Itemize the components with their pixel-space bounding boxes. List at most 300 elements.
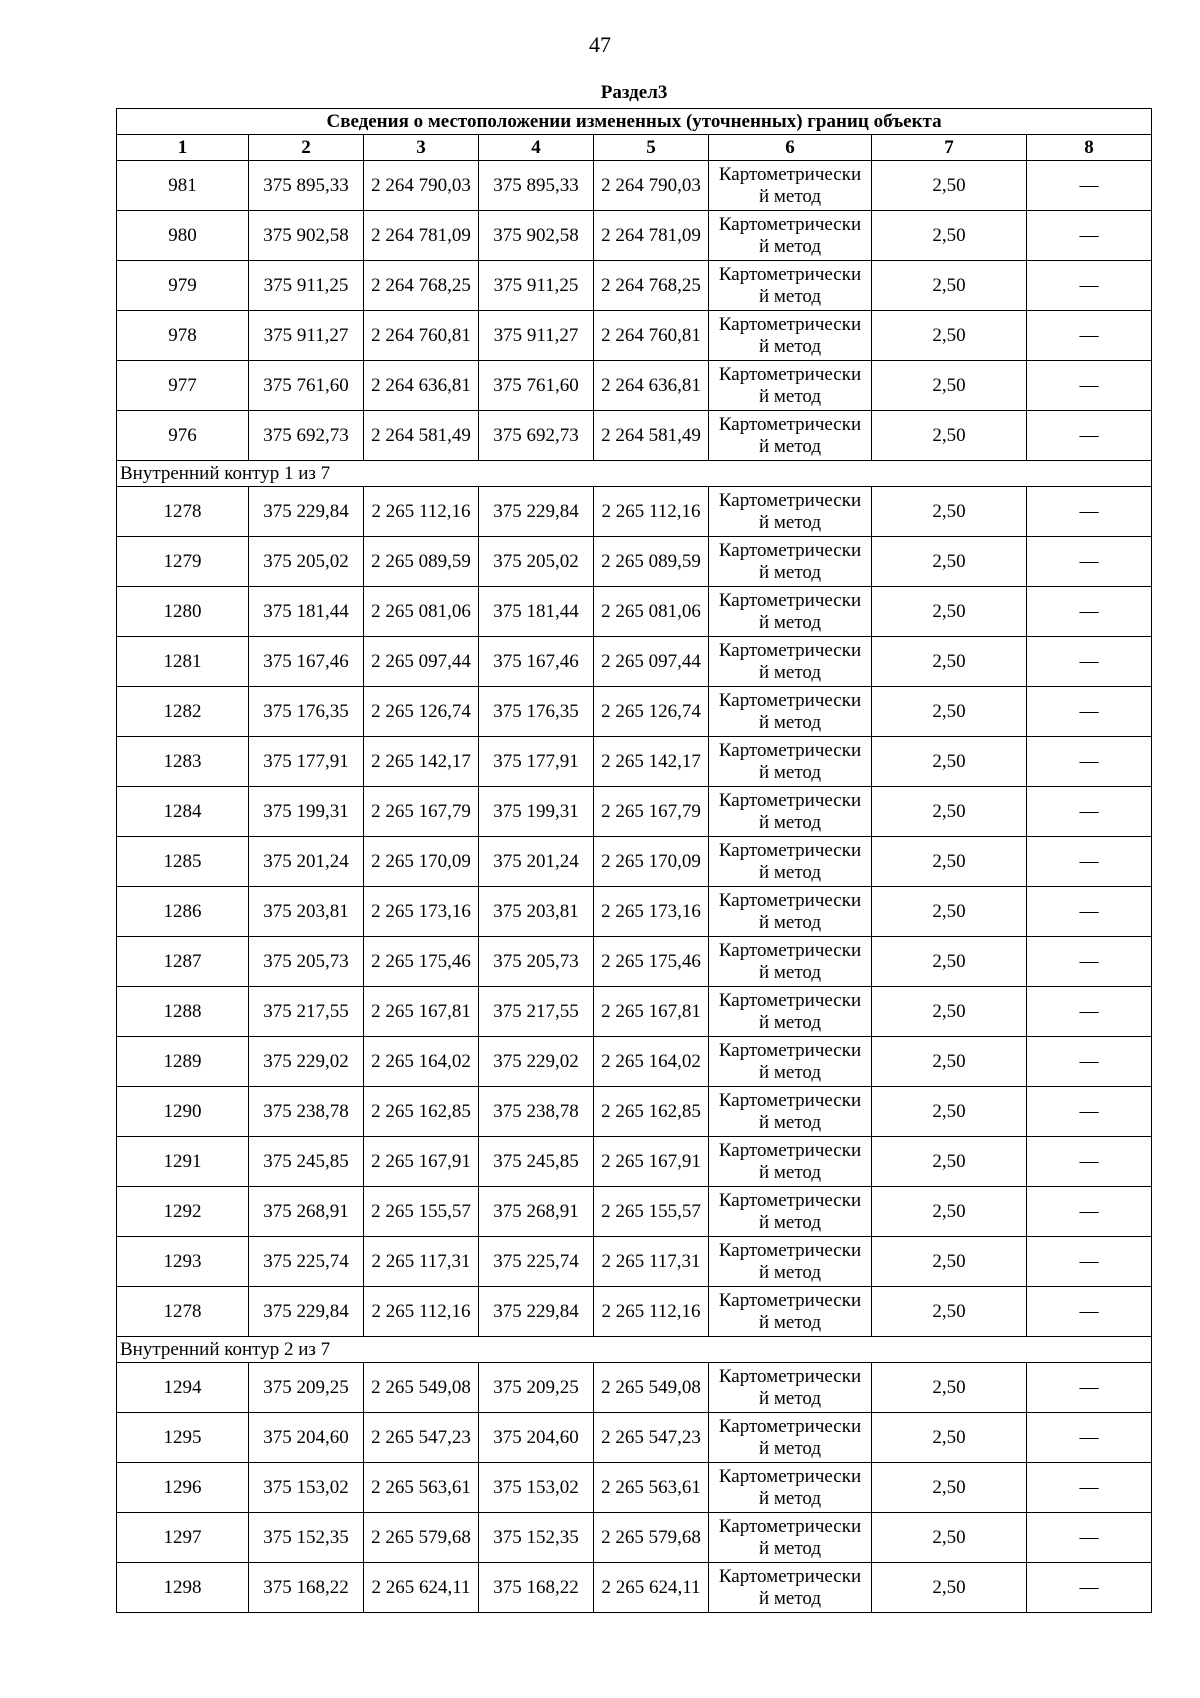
method-cell [709, 887, 872, 937]
dash-cell: — [1027, 687, 1152, 737]
x-coordinate-cell: 375 692,73 [479, 411, 594, 461]
method-cell [709, 1137, 872, 1187]
x-coordinate-cell: 375 245,85 [249, 1137, 364, 1187]
method-line: Картометрически [718, 689, 862, 711]
y-coordinate-cell: 2 265 547,23 [594, 1413, 709, 1463]
table-title: Сведения о местоположении измененных (уточненных) границ объекта [117, 109, 1152, 135]
x-coordinate-cell: 375 168,22 [249, 1563, 364, 1613]
dash-cell: — [1027, 837, 1152, 887]
column-header: 3 [364, 135, 479, 161]
table-row [117, 687, 1152, 737]
y-coordinate-cell: 2 265 155,57 [364, 1187, 479, 1237]
method-line: Картометрически [718, 313, 862, 335]
method-line: Картометрически [718, 263, 862, 285]
dash-cell: — [1027, 487, 1152, 537]
dash-cell: — [1027, 937, 1152, 987]
dash-cell: — [1027, 1037, 1152, 1087]
method-line: й метод [758, 761, 822, 783]
method-cell [709, 1187, 872, 1237]
table-row [117, 737, 1152, 787]
dash-cell: — [1027, 411, 1152, 461]
method-cell [709, 537, 872, 587]
point-number-cell: 978 [117, 311, 249, 361]
point-number-cell: 1296 [117, 1463, 249, 1513]
y-coordinate-cell: 2 265 142,17 [364, 737, 479, 787]
y-coordinate-cell: 2 265 089,59 [594, 537, 709, 587]
point-number-cell: 1291 [117, 1137, 249, 1187]
y-coordinate-cell: 2 265 112,16 [594, 1287, 709, 1337]
contour-label: Внутренний контур 2 из 7 [117, 1337, 1152, 1363]
y-coordinate-cell: 2 264 790,03 [594, 161, 709, 211]
column-header: 4 [479, 135, 594, 161]
y-coordinate-cell: 2 265 142,17 [594, 737, 709, 787]
precision-cell: 2,50 [872, 1237, 1027, 1287]
y-coordinate-cell: 2 265 167,91 [364, 1137, 479, 1187]
column-header-row [117, 135, 1152, 161]
table-row [117, 787, 1152, 837]
table-row [117, 1137, 1152, 1187]
precision-cell: 2,50 [872, 1363, 1027, 1413]
precision-cell: 2,50 [872, 1513, 1027, 1563]
precision-cell: 2,50 [872, 161, 1027, 211]
y-coordinate-cell: 2 265 167,79 [364, 787, 479, 837]
y-coordinate-cell: 2 265 170,09 [594, 837, 709, 887]
method-line: й метод [758, 285, 822, 307]
table-row [117, 587, 1152, 637]
method-line: Картометрически [718, 1465, 862, 1487]
y-coordinate-cell: 2 265 126,74 [594, 687, 709, 737]
method-line: Картометрически [718, 1089, 862, 1111]
dash-cell: — [1027, 1513, 1152, 1563]
method-line: Картометрически [718, 1139, 862, 1161]
x-coordinate-cell: 375 153,02 [249, 1463, 364, 1513]
precision-cell: 2,50 [872, 1087, 1027, 1137]
dash-cell: — [1027, 1087, 1152, 1137]
method-line: Картометрически [718, 363, 862, 385]
dash-cell: — [1027, 1413, 1152, 1463]
precision-cell: 2,50 [872, 937, 1027, 987]
method-line: Картометрически [718, 889, 862, 911]
method-line: й метод [758, 511, 822, 533]
x-coordinate-cell: 375 204,60 [249, 1413, 364, 1463]
x-coordinate-cell: 375 229,84 [249, 1287, 364, 1337]
x-coordinate-cell: 375 229,02 [479, 1037, 594, 1087]
dash-cell: — [1027, 987, 1152, 1037]
dash-cell: — [1027, 211, 1152, 261]
y-coordinate-cell: 2 265 117,31 [364, 1237, 479, 1287]
x-coordinate-cell: 375 238,78 [249, 1087, 364, 1137]
method-line: Картометрически [718, 1039, 862, 1061]
y-coordinate-cell: 2 265 167,91 [594, 1137, 709, 1187]
x-coordinate-cell: 375 177,91 [249, 737, 364, 787]
dash-cell: — [1027, 887, 1152, 937]
x-coordinate-cell: 375 168,22 [479, 1563, 594, 1613]
precision-cell: 2,50 [872, 1187, 1027, 1237]
x-coordinate-cell: 375 201,24 [479, 837, 594, 887]
method-line: Картометрически [718, 839, 862, 861]
point-number-cell: 1286 [117, 887, 249, 937]
method-line: й метод [758, 435, 822, 457]
table-row [117, 1287, 1152, 1337]
table-row [117, 1363, 1152, 1413]
x-coordinate-cell: 375 761,60 [479, 361, 594, 411]
table-row [117, 211, 1152, 261]
point-number-cell: 1290 [117, 1087, 249, 1137]
dash-cell: — [1027, 537, 1152, 587]
column-header: 7 [872, 135, 1027, 161]
y-coordinate-cell: 2 265 579,68 [594, 1513, 709, 1563]
x-coordinate-cell: 375 181,44 [479, 587, 594, 637]
method-line: й метод [758, 861, 822, 883]
y-coordinate-cell: 2 265 112,16 [364, 487, 479, 537]
method-line: й метод [758, 185, 822, 207]
y-coordinate-cell: 2 264 790,03 [364, 161, 479, 211]
x-coordinate-cell: 375 245,85 [479, 1137, 594, 1187]
dash-cell: — [1027, 1237, 1152, 1287]
table-row [117, 987, 1152, 1037]
method-line: й метод [758, 1111, 822, 1133]
dash-cell: — [1027, 587, 1152, 637]
dash-cell: — [1027, 161, 1152, 211]
method-line: й метод [758, 1061, 822, 1083]
y-coordinate-cell: 2 265 097,44 [594, 637, 709, 687]
table-row [117, 1563, 1152, 1613]
y-coordinate-cell: 2 264 760,81 [364, 311, 479, 361]
method-cell [709, 837, 872, 887]
method-line: й метод [758, 1537, 822, 1559]
y-coordinate-cell: 2 264 636,81 [364, 361, 479, 411]
point-number-cell: 1294 [117, 1363, 249, 1413]
dash-cell: — [1027, 1187, 1152, 1237]
precision-cell: 2,50 [872, 261, 1027, 311]
method-cell [709, 637, 872, 687]
table-row [117, 887, 1152, 937]
x-coordinate-cell: 375 205,73 [479, 937, 594, 987]
precision-cell: 2,50 [872, 1287, 1027, 1337]
method-cell [709, 1463, 872, 1513]
column-header: 5 [594, 135, 709, 161]
table-row [117, 1413, 1152, 1463]
y-coordinate-cell: 2 264 768,25 [364, 261, 479, 311]
x-coordinate-cell: 375 911,25 [479, 261, 594, 311]
dash-cell: — [1027, 787, 1152, 837]
x-coordinate-cell: 375 225,74 [249, 1237, 364, 1287]
point-number-cell: 1281 [117, 637, 249, 687]
point-number-cell: 979 [117, 261, 249, 311]
point-number-cell: 1280 [117, 587, 249, 637]
method-cell [709, 1563, 872, 1613]
x-coordinate-cell: 375 205,73 [249, 937, 364, 987]
method-line: Картометрически [718, 539, 862, 561]
method-line: й метод [758, 1161, 822, 1183]
precision-cell: 2,50 [872, 537, 1027, 587]
boundary-coordinates-table [116, 80, 1152, 1613]
method-line: й метод [758, 961, 822, 983]
method-cell [709, 1363, 872, 1413]
y-coordinate-cell: 2 265 112,16 [594, 487, 709, 537]
y-coordinate-cell: 2 264 768,25 [594, 261, 709, 311]
y-coordinate-cell: 2 265 089,59 [364, 537, 479, 587]
method-line: й метод [758, 1311, 822, 1333]
table-row [117, 161, 1152, 211]
dash-cell: — [1027, 637, 1152, 687]
method-line: й метод [758, 1587, 822, 1609]
x-coordinate-cell: 375 238,78 [479, 1087, 594, 1137]
method-line: Картометрически [718, 639, 862, 661]
y-coordinate-cell: 2 265 175,46 [364, 937, 479, 987]
column-header: 6 [709, 135, 872, 161]
y-coordinate-cell: 2 265 170,09 [364, 837, 479, 887]
table-row [117, 1187, 1152, 1237]
method-line: Картометрически [718, 1415, 862, 1437]
x-coordinate-cell: 375 205,02 [249, 537, 364, 587]
point-number-cell: 976 [117, 411, 249, 461]
column-header: 8 [1027, 135, 1152, 161]
x-coordinate-cell: 375 153,02 [479, 1463, 594, 1513]
x-coordinate-cell: 375 268,91 [249, 1187, 364, 1237]
table-row [117, 1237, 1152, 1287]
x-coordinate-cell: 375 181,44 [249, 587, 364, 637]
point-number-cell: 1295 [117, 1413, 249, 1463]
dash-cell: — [1027, 1363, 1152, 1413]
table-row [117, 937, 1152, 987]
y-coordinate-cell: 2 265 563,61 [594, 1463, 709, 1513]
x-coordinate-cell: 375 692,73 [249, 411, 364, 461]
method-line: й метод [758, 811, 822, 833]
point-number-cell: 1284 [117, 787, 249, 837]
method-cell [709, 987, 872, 1037]
method-line: й метод [758, 1387, 822, 1409]
table-row [117, 261, 1152, 311]
dash-cell: — [1027, 1463, 1152, 1513]
table-row [117, 411, 1152, 461]
y-coordinate-cell: 2 265 547,23 [364, 1413, 479, 1463]
y-coordinate-cell: 2 265 167,79 [594, 787, 709, 837]
method-line: й метод [758, 711, 822, 733]
method-line: Картометрически [718, 213, 862, 235]
precision-cell: 2,50 [872, 361, 1027, 411]
y-coordinate-cell: 2 265 164,02 [594, 1037, 709, 1087]
precision-cell: 2,50 [872, 787, 1027, 837]
x-coordinate-cell: 375 203,81 [479, 887, 594, 937]
y-coordinate-cell: 2 264 581,49 [364, 411, 479, 461]
point-number-cell: 1282 [117, 687, 249, 737]
x-coordinate-cell: 375 199,31 [479, 787, 594, 837]
y-coordinate-cell: 2 265 173,16 [594, 887, 709, 937]
x-coordinate-cell: 375 209,25 [479, 1363, 594, 1413]
x-coordinate-cell: 375 203,81 [249, 887, 364, 937]
point-number-cell: 977 [117, 361, 249, 411]
method-line: Картометрически [718, 589, 862, 611]
x-coordinate-cell: 375 205,02 [479, 537, 594, 587]
y-coordinate-cell: 2 264 636,81 [594, 361, 709, 411]
method-line: Картометрически [718, 989, 862, 1011]
method-cell [709, 487, 872, 537]
x-coordinate-cell: 375 268,91 [479, 1187, 594, 1237]
dash-cell: — [1027, 361, 1152, 411]
method-line: й метод [758, 1487, 822, 1509]
method-line: Картометрически [718, 163, 862, 185]
x-coordinate-cell: 375 895,33 [479, 161, 594, 211]
method-line: й метод [758, 335, 822, 357]
y-coordinate-cell: 2 265 155,57 [594, 1187, 709, 1237]
y-coordinate-cell: 2 265 164,02 [364, 1037, 479, 1087]
method-cell [709, 1287, 872, 1337]
y-coordinate-cell: 2 265 097,44 [364, 637, 479, 687]
point-number-cell: 981 [117, 161, 249, 211]
x-coordinate-cell: 375 229,84 [249, 487, 364, 537]
y-coordinate-cell: 2 265 167,81 [594, 987, 709, 1037]
page-number: 47 [589, 32, 611, 57]
method-cell [709, 1037, 872, 1087]
x-coordinate-cell: 375 911,25 [249, 261, 364, 311]
y-coordinate-cell: 2 264 781,09 [364, 211, 479, 261]
dash-cell: — [1027, 737, 1152, 787]
precision-cell: 2,50 [872, 587, 1027, 637]
precision-cell: 2,50 [872, 311, 1027, 361]
precision-cell: 2,50 [872, 1413, 1027, 1463]
method-line: Картометрически [718, 789, 862, 811]
method-line: Картометрически [718, 939, 862, 961]
y-coordinate-cell: 2 265 173,16 [364, 887, 479, 937]
x-coordinate-cell: 375 229,02 [249, 1037, 364, 1087]
x-coordinate-cell: 375 199,31 [249, 787, 364, 837]
method-cell [709, 411, 872, 461]
y-coordinate-cell: 2 265 162,85 [364, 1087, 479, 1137]
method-line: й метод [758, 911, 822, 933]
x-coordinate-cell: 375 761,60 [249, 361, 364, 411]
contour-label-row [117, 1337, 1152, 1363]
point-number-cell: 1288 [117, 987, 249, 1037]
method-line: Картометрически [718, 1289, 862, 1311]
method-line: й метод [758, 1437, 822, 1459]
precision-cell: 2,50 [872, 1563, 1027, 1613]
point-number-cell: 1278 [117, 487, 249, 537]
x-coordinate-cell: 375 217,55 [249, 987, 364, 1037]
precision-cell: 2,50 [872, 1137, 1027, 1187]
precision-cell: 2,50 [872, 837, 1027, 887]
method-line: Картометрически [718, 1515, 862, 1537]
y-coordinate-cell: 2 265 117,31 [594, 1237, 709, 1287]
method-cell [709, 161, 872, 211]
precision-cell: 2,50 [872, 737, 1027, 787]
x-coordinate-cell: 375 911,27 [249, 311, 364, 361]
precision-cell: 2,50 [872, 637, 1027, 687]
y-coordinate-cell: 2 264 581,49 [594, 411, 709, 461]
table-row [117, 1513, 1152, 1563]
precision-cell: 2,50 [872, 487, 1027, 537]
precision-cell: 2,50 [872, 687, 1027, 737]
y-coordinate-cell: 2 265 126,74 [364, 687, 479, 737]
method-line: Картометрически [718, 1565, 862, 1587]
method-cell [709, 361, 872, 411]
x-coordinate-cell: 375 902,58 [479, 211, 594, 261]
point-number-cell: 1293 [117, 1237, 249, 1287]
point-number-cell: 1278 [117, 1287, 249, 1337]
x-coordinate-cell: 375 177,91 [479, 737, 594, 787]
precision-cell: 2,50 [872, 411, 1027, 461]
point-number-cell: 1289 [117, 1037, 249, 1087]
method-line: Картометрически [718, 489, 862, 511]
column-header: 1 [117, 135, 249, 161]
precision-cell: 2,50 [872, 987, 1027, 1037]
x-coordinate-cell: 375 229,84 [479, 487, 594, 537]
precision-cell: 2,50 [872, 1463, 1027, 1513]
method-line: й метод [758, 1261, 822, 1283]
precision-cell: 2,50 [872, 211, 1027, 261]
point-number-cell: 980 [117, 211, 249, 261]
method-line: й метод [758, 611, 822, 633]
table-row [117, 311, 1152, 361]
method-line: й метод [758, 1011, 822, 1033]
y-coordinate-cell: 2 265 579,68 [364, 1513, 479, 1563]
x-coordinate-cell: 375 229,84 [479, 1287, 594, 1337]
x-coordinate-cell: 375 209,25 [249, 1363, 364, 1413]
method-cell [709, 311, 872, 361]
y-coordinate-cell: 2 265 175,46 [594, 937, 709, 987]
y-coordinate-cell: 2 265 112,16 [364, 1287, 479, 1337]
point-number-cell: 1298 [117, 1563, 249, 1613]
method-cell [709, 211, 872, 261]
method-cell [709, 261, 872, 311]
y-coordinate-cell: 2 264 760,81 [594, 311, 709, 361]
y-coordinate-cell: 2 265 563,61 [364, 1463, 479, 1513]
method-cell [709, 687, 872, 737]
x-coordinate-cell: 375 217,55 [479, 987, 594, 1037]
point-number-cell: 1292 [117, 1187, 249, 1237]
point-number-cell: 1287 [117, 937, 249, 987]
dash-cell: — [1027, 1287, 1152, 1337]
point-number-cell: 1297 [117, 1513, 249, 1563]
table-row [117, 361, 1152, 411]
method-cell [709, 1087, 872, 1137]
point-number-cell: 1283 [117, 737, 249, 787]
method-cell [709, 1513, 872, 1563]
x-coordinate-cell: 375 152,35 [249, 1513, 364, 1563]
table-row [117, 1037, 1152, 1087]
section-heading: Раздел3 [600, 82, 668, 103]
contour-label-row [117, 461, 1152, 487]
y-coordinate-cell: 2 265 549,08 [594, 1363, 709, 1413]
x-coordinate-cell: 375 176,35 [249, 687, 364, 737]
x-coordinate-cell: 375 911,27 [479, 311, 594, 361]
dash-cell: — [1027, 261, 1152, 311]
method-line: Картометрически [718, 739, 862, 761]
x-coordinate-cell: 375 204,60 [479, 1413, 594, 1463]
x-coordinate-cell: 375 167,46 [479, 637, 594, 687]
x-coordinate-cell: 375 895,33 [249, 161, 364, 211]
y-coordinate-cell: 2 265 549,08 [364, 1363, 479, 1413]
column-header: 2 [249, 135, 364, 161]
method-line: Картометрически [718, 1189, 862, 1211]
y-coordinate-cell: 2 265 162,85 [594, 1087, 709, 1137]
x-coordinate-cell: 375 152,35 [479, 1513, 594, 1563]
method-line: й метод [758, 661, 822, 683]
table-row [117, 1463, 1152, 1513]
method-cell [709, 787, 872, 837]
method-line: й метод [758, 561, 822, 583]
y-coordinate-cell: 2 265 624,11 [594, 1563, 709, 1613]
method-cell [709, 737, 872, 787]
precision-cell: 2,50 [872, 887, 1027, 937]
y-coordinate-cell: 2 265 624,11 [364, 1563, 479, 1613]
dash-cell: — [1027, 311, 1152, 361]
method-line: Картометрически [718, 1365, 862, 1387]
method-cell [709, 937, 872, 987]
contour-label: Внутренний контур 1 из 7 [117, 461, 1152, 487]
x-coordinate-cell: 375 176,35 [479, 687, 594, 737]
table-row [117, 537, 1152, 587]
